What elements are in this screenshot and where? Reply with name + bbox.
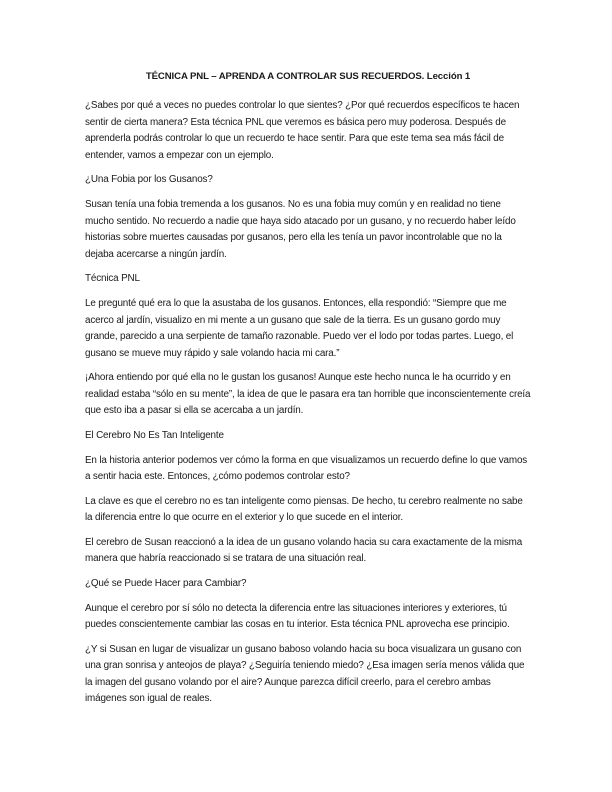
section-heading-cambiar: ¿Qué se Puede Hacer para Cambiar?	[85, 577, 247, 589]
section-heading-cerebro: El Cerebro No Es Tan Inteligente	[85, 429, 224, 441]
cerebro-paragraph-3: El cerebro de Susan reaccionó a la idea de un gusano volando hacia su cara exactamente de la misma manera que habría reaccionado si se tratara de una situación real.	[85, 536, 523, 564]
document-title: TÉCNICA PNL – APRENDA A CONTROLAR SUS RECUERDOS. Lección 1	[145, 71, 471, 82]
document-page	[85, 70, 531, 716]
fobia-paragraph: Susan tenía una fobia tremenda a los gusanos. No es una fobia muy común y en realidad no tiene mucho sentido. No recuerdo a nadie que haya sido atacado por un gusano, y no recuerdo haber leído historias sobre muertes causadas por gusanos, pero ella les tenía un pavor incontrolable que no la dejaba acercarse a ningún jardín.	[85, 199, 516, 260]
tecnica-paragraph: Le pregunté qué era lo que la asustaba de los gusanos. Entonces, ella respondió: “Siempre que me acerco al jardín, visualizo en mi mente a un gusano que sale de la tierra. Es un gusano gordo muy grande, parecido a una serpiente de tamaño razonable. Puedo ver el lodo por todas partes. Luego, el gusano se mueve muy rápido y sale volando hacia mi cara.”	[85, 298, 514, 359]
cerebro-paragraph-2: La clave es que el cerebro no es tan inteligente como piensas. De hecho, tu cerebro realmente no sabe la diferencia entre lo que ocurre en el exterior y lo que sucede en el interior.	[85, 495, 523, 523]
intro-paragraph: ¿Sabes por qué a veces no puedes controlar lo que sientes? ¿Por qué recuerdos específicos te hacen sentir de cierta manera? Esta técnica PNL que veremos es básica pero muy poderosa. Después de aprenderla podrás controlar lo que un recuerdo te hace sentir. Para que este tema sea más fácil de entender, vamos a empezar con un ejemplo.	[85, 100, 520, 161]
cerebro-paragraph-1: En la historia anterior podemos ver cómo la forma en que visualizamos un recuerdo define lo que vamos a sentir hacia este. Entonces, ¿cómo podemos controlar esto?	[85, 454, 528, 482]
section-heading-fobia: ¿Una Fobia por los Gusanos?	[85, 174, 213, 185]
entiendo-paragraph: ¡Ahora entiendo por qué ella no le gustan los gusanos! Aunque este hecho nunca le ha ocurrido y en realidad estaba “sólo en su mente”, la idea de que le pasara era tan horrible que inconscientemente creía que esto iba a pasar si ella se acercaba a un jardín.	[85, 372, 531, 416]
cambiar-paragraph-1: Aunque el cerebro por sí sólo no detecta la diferencia entre las situaciones interiores y exteriores, tú puedes conscientemente cambiar las cosas en tu interior. Esta técnica PNL aprovecha ese principio.	[85, 602, 510, 630]
cambiar-paragraph-2: ¿Y si Susan en lugar de visualizar un gusano baboso volando hacia su boca visualizara un gusano con una gran sonrisa y anteojos de playa? ¿Seguiría teniendo miedo? ¿Esa imagen sería menos válida que la imagen del gusano volando por el aire? Aunque parezca difícil creerlo, para el cerebro ambas imágenes son igual de reales.	[85, 643, 525, 704]
section-heading-tecnica: Técnica PNL	[85, 273, 140, 284]
